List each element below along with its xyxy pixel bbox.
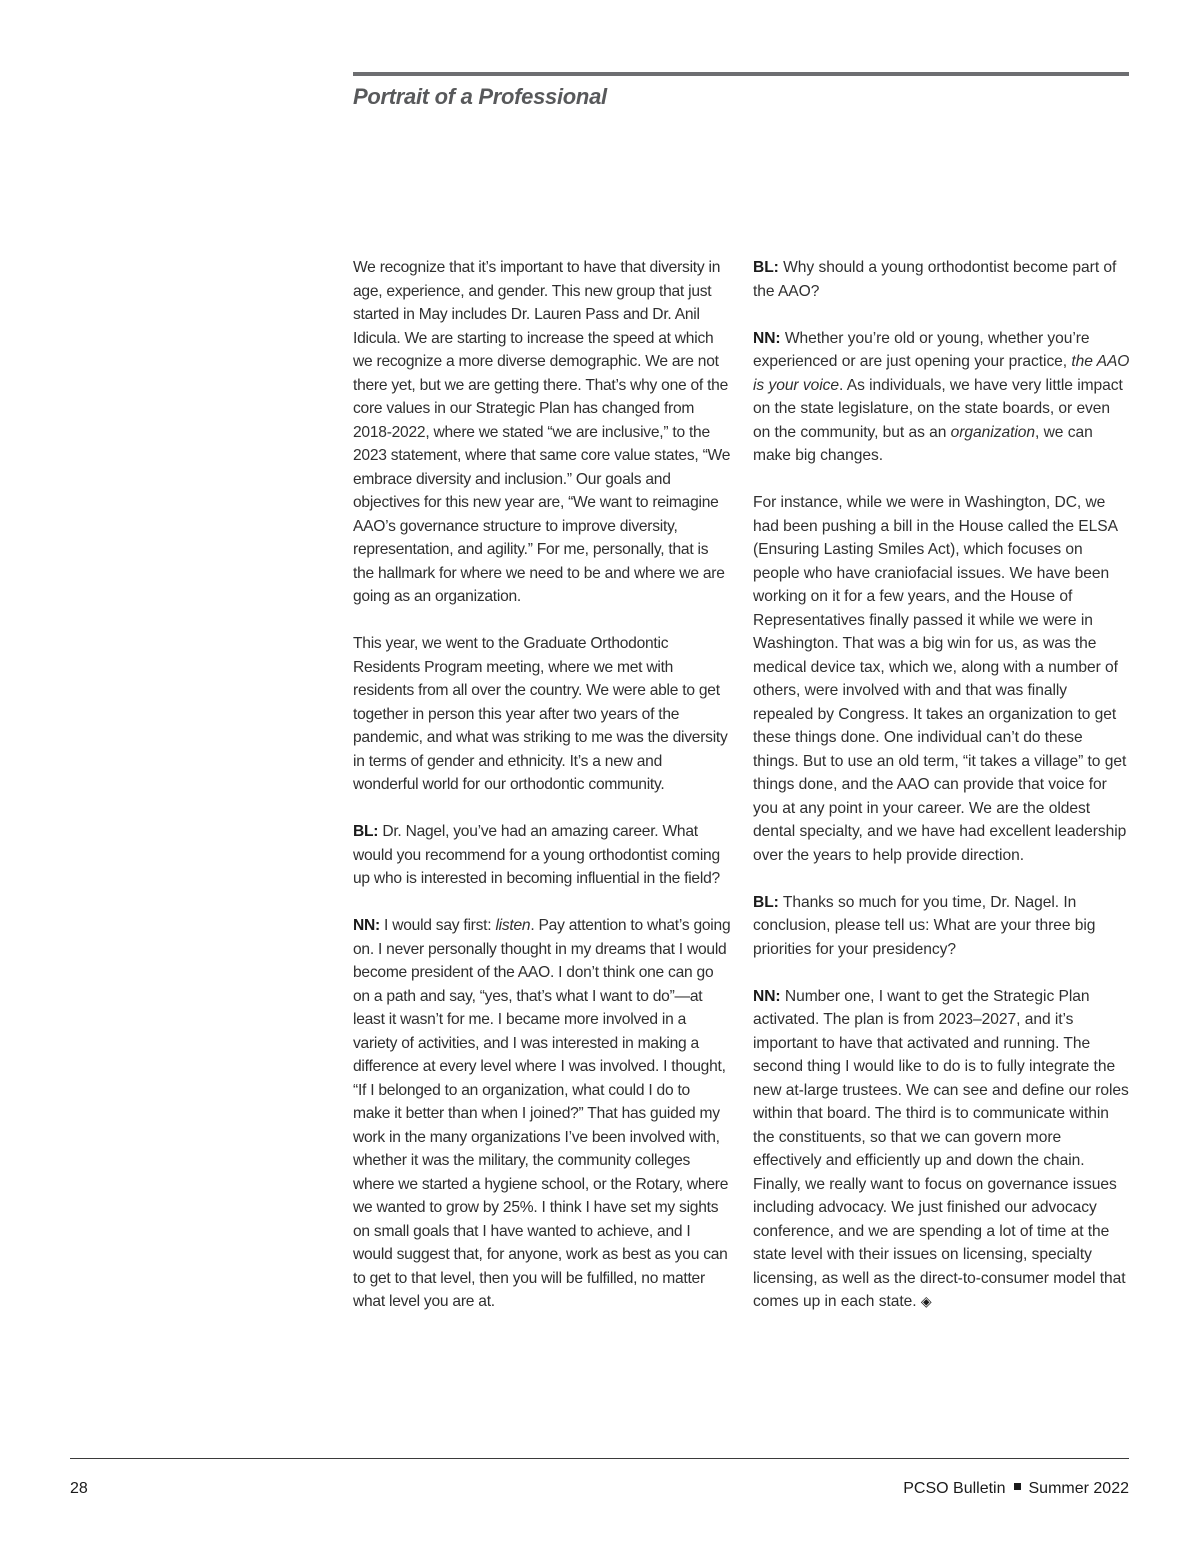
answer-join-aao <box>753 327 1131 468</box>
speaker-label: BL: <box>753 893 779 911</box>
question-text: Why should a young orthodontist become part of the AAO? <box>753 259 1117 300</box>
footer-rule <box>70 1458 1129 1459</box>
answer-text: Whether you’re old or young, whether you’re experienced or are just opening your practice, <box>753 329 1090 370</box>
answer-text: I would say first: <box>379 917 496 934</box>
emphasis-text: the AAO is your voice <box>753 353 1130 394</box>
answer-text: . As individuals, we have very little impact on the state legislature, on the state boards, or even on the community, but as an <box>753 376 1123 441</box>
speaker-label: BL: <box>753 259 779 276</box>
speaker-label: NN: <box>353 917 380 934</box>
speaker-label: NN: <box>753 987 781 1005</box>
publication-name: PCSO Bulletin <box>903 1480 1006 1497</box>
emphasis-text: listen <box>495 917 531 934</box>
square-separator-icon <box>1014 1483 1021 1490</box>
question-join-aao <box>753 256 1131 303</box>
question-career-advice <box>353 820 731 891</box>
paragraph-residents-meeting: This year, we went to the Graduate Orthodontic Residents Program meeting, where we met with residents from all over the country. We were able to get together in person this year after two years of the pandemic, and what was striking to me was the diversity in terms of gender and ethnicity. It’s a new and wonderful world for our orthodontic community. <box>353 635 728 793</box>
section-title: Portrait of a Professional <box>353 84 607 109</box>
question-text: Thanks so much for you time, Dr. Nagel. In conclusion, please tell us: What are your three big priorities for your presidency? <box>753 893 1096 958</box>
answer-text: , we can make big changes. <box>753 423 1093 464</box>
answer-text: Number one, I want to get the Strategic Plan activated. The plan is from 2023–2027, and it’s important to have that activated and running. The second thing I would like to do is to fully integrate the new at-large trustees. We can see and define our roles within that board. The third is to communicate within the constituents, so that we can govern more effectively and efficiently up and down the chain. Finally, we really want to focus on governance issues including advocacy. We just finished our advocacy conference, and we are spending a lot of time at the state level with their issues on licensing, specialty licensing, as well as the direct-to-consumer model that comes up in each state. <box>753 987 1129 1310</box>
paragraph-elsa-bill: For instance, while we were in Washington, DC, we had been pushing a bill in the House called the ELSA (Ensuring Lasting Smiles Act), which focuses on people who have craniofacial issues. We have been working on it for a few years, and the House of Representatives finally passed it while we were in Washington. That was a big win for us, as was the medical device tax, which we, along with a number of others, were involved with and that was finally repealed by Congress. It takes an organization to get these things done. One individual can’t do these things. But to use an old term, “it takes a village” to get things done, and the AAO can provide that voice for you at any point in your career. We are the oldest dental specialty, and we have had excellent leadership over the years to help provide direction. <box>753 494 1127 864</box>
page-number: 28 <box>70 1480 88 1497</box>
publication-footer <box>903 1480 1129 1498</box>
paragraph-diversity: We recognize that it’s important to have that diversity in age, experience, and gender. This new group that just started in May includes Dr. Lauren Pass and Dr. Anil Idicula. We are starting to increase the speed at which we recognize a more diverse demographic. We are not there yet, but we are getting there. That’s why one of the core values in our Strategic Plan has changed from 2018-2022, where we stated “we are inclusive,” to the 2023 statement, where that same core value states, “We embrace diversity and inclusion.” Our goals and objectives for this new year are, “We want to reimagine AAO’s governance structure to improve diversity, representation, and agility.” For me, personally, that is the hallmark for where we need to be and where we are going as an organization. <box>353 259 731 605</box>
answer-priorities <box>753 985 1131 1314</box>
end-of-article-icon: ◈ <box>920 1293 932 1309</box>
emphasis-text: organization <box>950 423 1036 441</box>
answer-text: . Pay attention to what’s going on. I never personally thought in my dreams that I would become president of the AAO. I don’t think one can go on a path and say, “yes, that’s what I want to do”—at least it wasn’t for me. I became more involved in a variety of activities, and I was interested in making a difference at every level where I was involved. I thought, “If I belonged to an organization, what could I do to make it better than when I joined?” That has guided my work in the many organizations I’ve been involved with, whether it was the military, the community colleges where we started a hygiene school, or the Rotary, where we wanted to grow by 25%. I think I have set my sights on small goals that I have wanted to achieve, and I would suggest that, for anyone, work as best as you can to get to that level, then you will be fulfilled, no matter what level you are at. <box>353 917 731 1310</box>
speaker-label: BL: <box>353 823 379 840</box>
speaker-label: NN: <box>753 329 781 347</box>
left-column <box>353 256 731 1337</box>
right-column <box>753 256 1131 1337</box>
answer-career-advice <box>353 914 731 1314</box>
issue-date: Summer 2022 <box>1028 1480 1129 1497</box>
question-text: Dr. Nagel, you’ve had an amazing career. What would you recommend for a young orthodontist coming up who is interested in becoming influential in the field? <box>353 823 720 887</box>
question-priorities <box>753 891 1131 962</box>
header-rule <box>353 72 1129 76</box>
